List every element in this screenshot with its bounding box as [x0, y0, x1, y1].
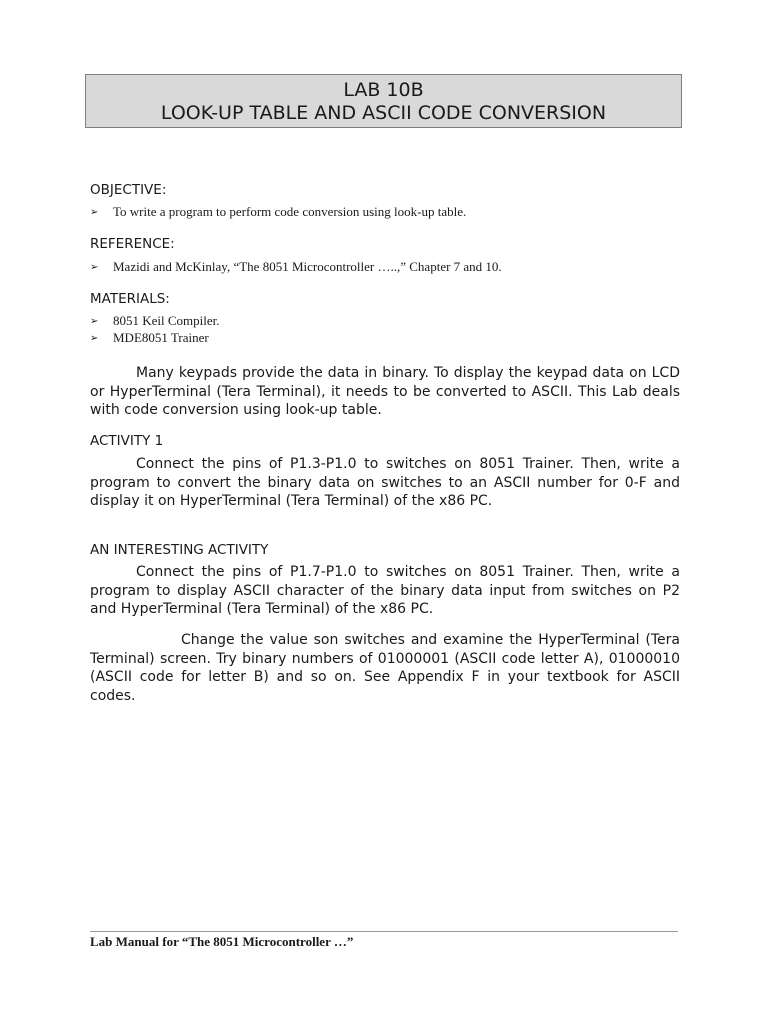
reference-text: Mazidi and McKinlay, “The 8051 Microcontroller …..,” Chapter 7 and 10.: [113, 259, 502, 274]
arrow-bullet-icon: ➢: [90, 261, 99, 273]
interesting-paragraph-2: Change the value son switches and examine the HyperTerminal (Tera Terminal) screen. Try binary numbers of 01000001 (ASCII code letter A), 01000010 (ASCII code for letter B) and so on. See Appendix F in your textbook for ASCII codes.: [90, 632, 680, 704]
title-box: [85, 74, 682, 128]
materials-text: 8051 Keil Compiler.: [113, 313, 220, 328]
materials-item: [90, 330, 209, 346]
interesting-heading: AN INTERESTING ACTIVITY: [90, 542, 269, 558]
activity1-heading: ACTIVITY 1: [90, 433, 164, 449]
objective-text: To write a program to perform code conversion using look-up table.: [113, 204, 467, 219]
arrow-bullet-icon: ➢: [90, 315, 99, 327]
activity1-paragraph: Connect the pins of P1.3-P1.0 to switches on 8051 Trainer. Then, write a program to convert the binary data on switches to an ASCII number for 0-F and display it on HyperTerminal (Tera Terminal) of the x86 PC.: [90, 456, 680, 509]
intro-paragraph: Many keypads provide the data in binary. To display the keypad data on LCD or HyperTerminal (Tera Terminal), it needs to be converted to ASCII. This Lab deals with code conversion using look-up table.: [90, 365, 680, 418]
objective-heading: OBJECTIVE:: [90, 182, 167, 198]
lab-title: LOOK-UP TABLE AND ASCII CODE CONVERSION: [160, 102, 607, 124]
interesting-paragraph: Connect the pins of P1.7-P1.0 to switches on 8051 Trainer. Then, write a program to display ASCII character of the binary data input from switches on P2 and HyperTerminal (Tera Terminal) of the x86 PC.: [90, 564, 680, 617]
footer-text: Lab Manual for “The 8051 Microcontroller …”: [90, 934, 354, 949]
footer-divider: [90, 931, 678, 932]
materials-text: MDE8051 Trainer: [113, 330, 209, 345]
arrow-bullet-icon: ➢: [90, 206, 99, 218]
lab-number: LAB 10B: [343, 79, 424, 101]
objective-item: [90, 204, 466, 220]
arrow-bullet-icon: ➢: [90, 332, 99, 344]
reference-heading: REFERENCE:: [90, 236, 175, 252]
materials-heading: MATERIALS:: [90, 291, 170, 307]
materials-item: [90, 313, 220, 329]
reference-item: [90, 259, 502, 275]
